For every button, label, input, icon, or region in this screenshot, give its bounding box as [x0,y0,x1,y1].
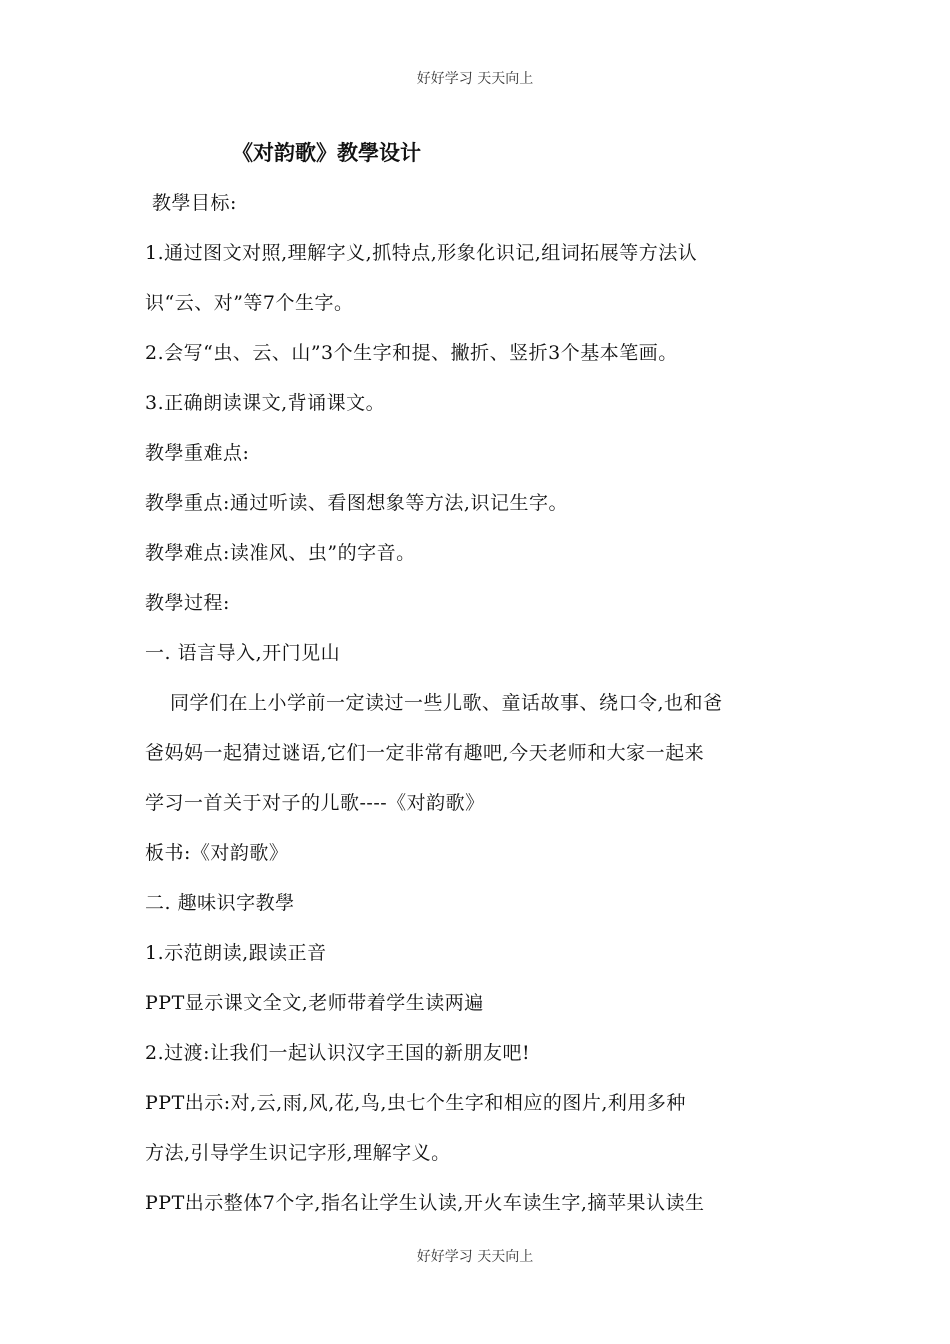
paragraph-line: 学习一首关于对子的儿歌----《对韵歌》 [145,792,485,814]
document-title: 《对韵歌》教學设计 [232,140,421,165]
paragraph-line: 板书:《对韵歌》 [145,842,289,864]
subsection-heading: 二. 趣味识字教學 [145,892,295,914]
section-heading-process: 教學过程: [145,592,230,614]
page-footer: 好好学习 天天向上 [416,1249,534,1265]
paragraph-line: 教學难点:读准风、虫”的字音。 [145,542,416,564]
paragraph-line: 3.正确朗读课文,背诵课文。 [145,392,386,414]
section-heading-objectives: 教學目标: [152,192,237,214]
paragraph-line: 2.会写“虫、云、山”3个生字和提、撇折、竖折3个基本笔画。 [145,342,678,364]
paragraph-line: 教學重点:通过听读、看图想象等方法,识记生字。 [145,492,568,514]
paragraph-line: 1.通过图文对照,理解字义,抓特点,形象化识记,组词拓展等方法认 [145,242,698,264]
paragraph-line: 方法,引导学生识记字形,理解字义。 [145,1142,451,1164]
paragraph-line: PPT出示整体7个字,指名让学生认读,开火车读生字,摘苹果认读生 [145,1192,705,1214]
subsection-heading: 一. 语言导入,开门见山 [145,642,341,664]
paragraph-line: 识“云、对”等7个生字。 [145,292,354,314]
paragraph-line: 同学们在上小学前一定读过一些儿歌、童话故事、绕口令,也和爸 [170,692,723,714]
page-header: 好好学习 天天向上 [416,71,534,87]
paragraph-line: 爸妈妈一起猜过谜语,它们一定非常有趣吧,今天老师和大家一起来 [145,742,705,764]
paragraph-line: 1.示范朗读,跟读正音 [145,942,327,964]
section-heading-key-points: 教學重难点: [145,442,250,464]
paragraph-line: 2.过渡:让我们一起认识汉字王国的新朋友吧! [145,1042,531,1064]
paragraph-line: PPT显示课文全文,老师带着学生读两遍 [145,992,484,1014]
paragraph-line: PPT出示:对,云,雨,风,花,鸟,虫七个生字和相应的图片,利用多种 [145,1092,686,1114]
